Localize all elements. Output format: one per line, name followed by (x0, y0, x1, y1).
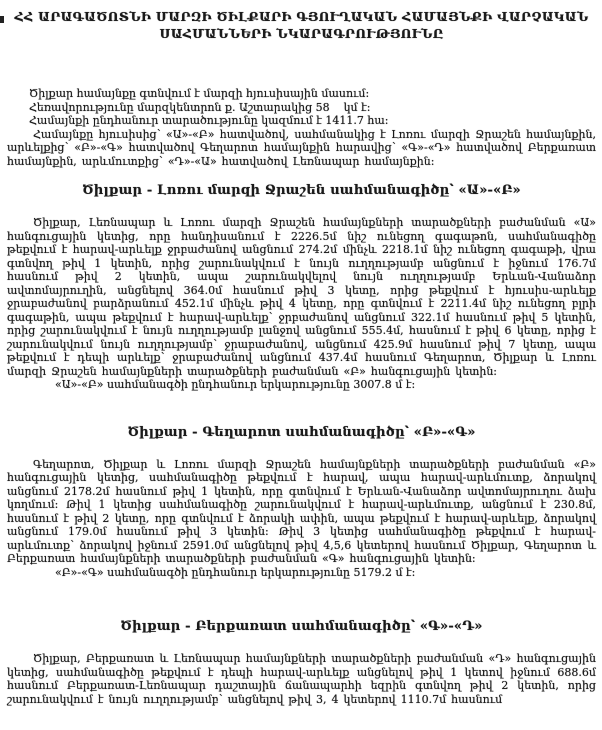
section-a-b-body: Ծիլքար, Լեռնապար և Լոռու մարզի Ջրաշեն համայնքների տարածքների բաժանման «Ա» հանգուցային կետից, որը հանդիսանում է 2226.5մ նիշ ունեցող գագաթոն, սահմանագիծը թեքվում է հարավ-արևելք ջրբաժանով անցնում 274.2մ մինչև 2218.1մ նիշ ունեցող գագաթի, վրա գտնվող թիվ 1 կետին, որից շարունակվում է նույն ուղղությամբ անցնում է իջնում 176.7մ հասնում թիվ 2 կետին, ապա շարունակվելով նույն ուղղությամբ Երևան-Վանաձոր ավտոմայրուղին, անցնելով 364.0մ հասնում թիվ 3 կետը, որից թեքվում է հյուսիս-արևելք ջրաբաժանով բարձրանում 452.1մ մինչև թիվ 4 կետը, որը գտնվում է 2211.4մ նիշ ունեցող բլրի գագաթին, ապա թեքվում է հարավ-արևելք՝ ջրբաժանով անցնում 322.1մ հասնում թիվ 5 կետին, որից շարունակվում է նույն ուղղությամբ լանջով անցնում 555.4մ, հասնում է թիվ 6 կետը, որից է շարունակվում նույն ուղղությամբ՝ ջրաբաժանով, անցնում 425.9մ հասնում թիվ 7 կետը, ապա թեքվում է դեպի արևելք՝ ջրաբաժանով անցնում 437.4մ հասնում Գեղարոտ, Ծիլքար և Լոռու մարզի Ջրաշեն համայնքների տարածքների բաժանման «Բ» հանգուցային կետին: (7, 216, 596, 378)
scan-artifact-speck (0, 16, 4, 23)
section-a-b-length: «Ա»-«Բ» սահմանագծի ընդհանուր երկարությունը 3007.8 մ է: (55, 378, 416, 391)
intro-line-distance: Հեռավորությունը մարզկենտրոն ք. Աշտարակից 58 կմ է: (29, 100, 371, 114)
intro-block (7, 87, 596, 168)
section-b-g-body: Գեղարոտ, Ծիլքար և Լոռու մարզի Ջրաշեն համայնքների տարածքների բաժանման «Բ» հանգուցային կետից, սահմանագիծը թեքվում է հարավ, ապա հարավ-արևմուտք, ձորակով անցնում 2178.2մ հասնում թիվ 1 կետին, որը գտնվում է Երևան-Վանաձոր ավտոմայրուղու ձախ կողմում: Թիվ 1 կետից սահմանագիծը շարունակվում է հարավ-արևմուտք, անցնում է 230.8մ, հասնում է թիվ 2 կետը, որը գտնվում է ձորակի ափին, ապա թեքվում է հարավ-արևելք, ձորակով անցնում 179.0մ հասնում թիվ 3 կետին: Թիվ 3 կետից սահմանագիծը թեքվում է հարավ-արևմուտք՝ ձորակով իջնում 2591.0մ անցնելով թիվ 4,5,6 կետերով հասնում Ծիլքար, Գեղարոտ և Բերքառատ համայնքների տարածքների բաժանման «Գ» հանգուցային կետին: (7, 457, 596, 565)
section-boundary-g-d (7, 619, 596, 706)
intro-line-location: Ծիլքար համայնքը գտնվում է մարզի հյուսիսային մասում: (29, 87, 370, 100)
section-boundary-b-g (7, 425, 596, 580)
section-g-d-body: Ծիլքար, Բերքառատ և Լեռնապար համայնքների տարածքների բաժանման «Դ» հանգուցային կետից, սահմանագիծը թեքվում է դեպի հարավ-արևելք անցնելով թիվ 1 կետով իջնում 688.6մ հասնում Բերքառատ-Լեռնապար դաշտային ճանապարհի եզրին գտնվող թիվ 2 կետին, որից շարունակվում է նույն ուղղությամբ՝ անցնելով թիվ 3, 4 կետերով 1110.7մ հասնում (7, 652, 596, 706)
intro-neighbors-paragraph: Համայնքը հյուսիսից՝ «Ա»-«Բ» հատվածով, սահմանակից է Լոռու մարզի Ջրաշեն համայնքին, արևելքից՝ «Բ»-«Գ» հատվածով Գեղարոտ համայնքին հարավից՝ «Գ»-«Դ» հատվածով Բերքառատ համայնքին, արևմուտքից՝ «Դ»-«Ա» հատվածով Լեռնապար համայնքին: (7, 127, 596, 168)
document-title (7, 8, 596, 42)
document-title-line1: ՀՀ ԱՐԱԳԱԾՈՏՆԻ ՄԱՐԶԻ ԾԻԼՔԱՐԻ ԳՅՈՒՂԱԿԱՆ ՀԱՄԱՅՆՔԻ ՎԱՐՉԱԿԱՆ (14, 9, 589, 24)
section-a-b-heading: Ծիլքար - Լոռու մարզի Ջրաշեն սահմանագիծը՝ «Ա»-«Բ» (82, 183, 521, 198)
intro-line-area: Համայնքի ընդհանուր տարածությունը կազմում է 1411.7 հա: (29, 114, 389, 127)
document-title-line2: ՍԱՀՄԱՆՆԵՐԻ ՆԿԱՐԱԳՐՈՒԹՅՈՒՆԸ (159, 26, 444, 41)
section-boundary-a-b (7, 183, 596, 392)
section-b-g-heading: Ծիլքար - Գեղարոտ սահմանագիծը՝ «Բ»-«Գ» (127, 424, 476, 440)
section-b-g-length: «Բ»-«Գ» սահմանագծի ընդհանուր երկարությունը 5179.2 մ է: (55, 565, 416, 579)
section-g-d-heading: Ծիլքար - Բերքառատ սահմանագիծը՝ «Գ»-«Դ» (120, 619, 483, 634)
